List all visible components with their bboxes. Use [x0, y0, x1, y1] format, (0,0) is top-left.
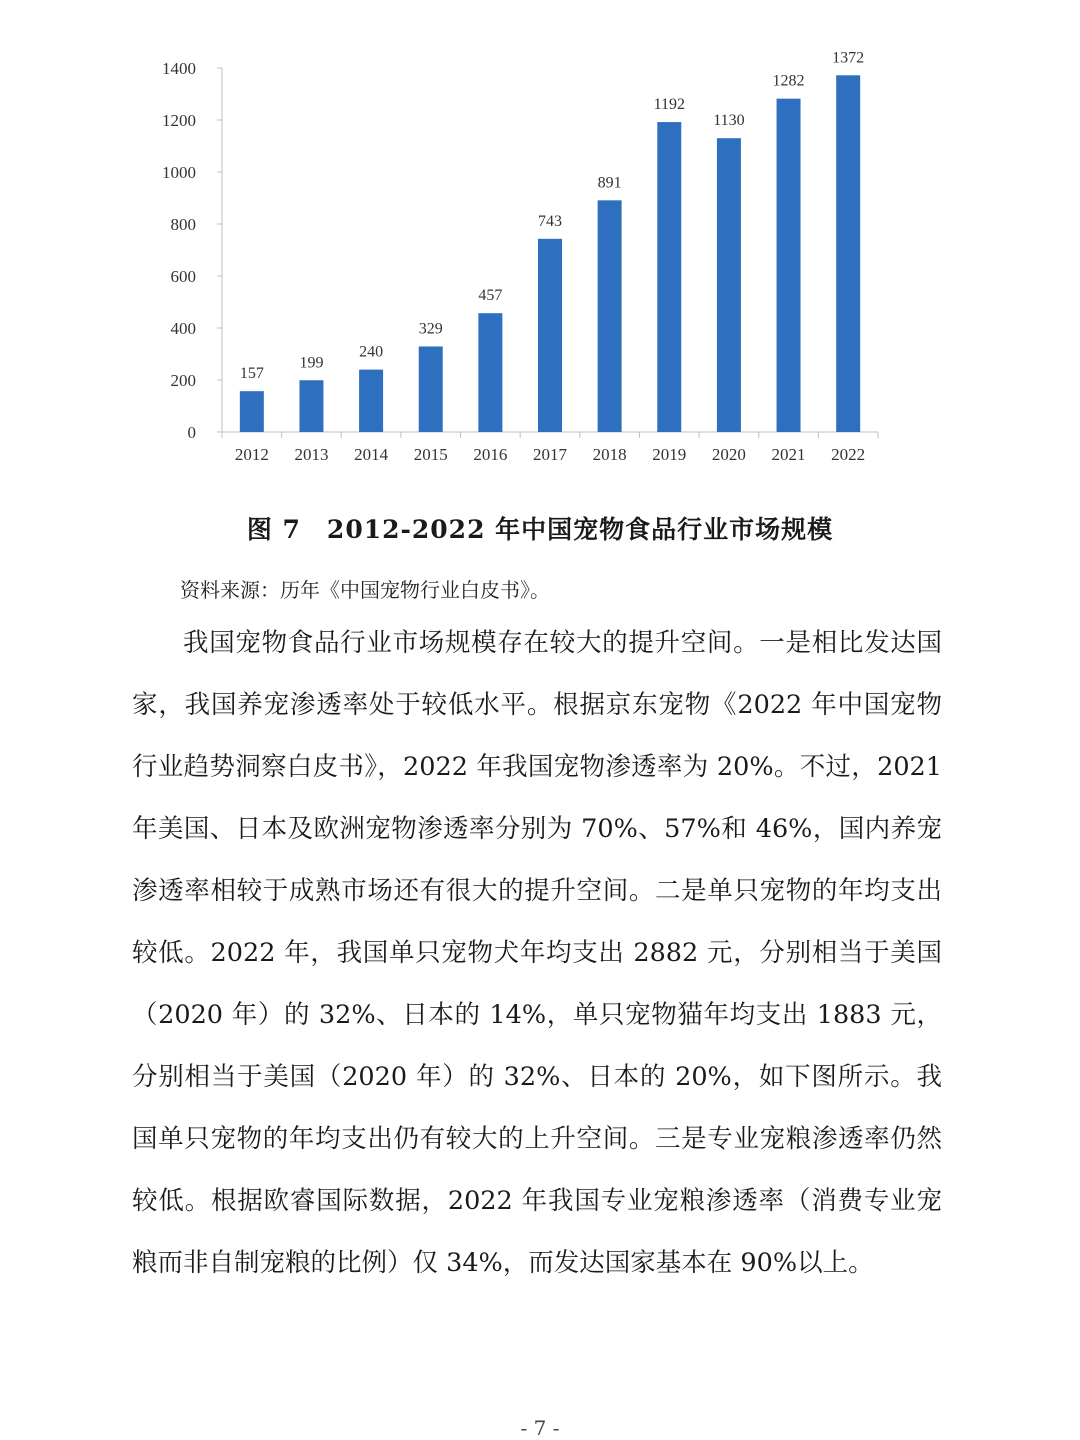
- value-label-2020: 1130: [713, 112, 745, 130]
- y-tick-label: 400: [170, 319, 196, 338]
- value-label-2018: 891: [597, 174, 622, 192]
- y-tick-label: 1200: [162, 111, 196, 130]
- y-tick-label: 0: [187, 423, 196, 442]
- bar-2016: [478, 313, 502, 432]
- value-label-2016: 457: [478, 287, 503, 305]
- value-label-2012: 157: [239, 365, 264, 383]
- market-size-chart: [0, 0, 1080, 480]
- value-label-2021: 1282: [772, 72, 805, 90]
- y-tick-label: 1400: [162, 59, 196, 78]
- bar-2012: [240, 391, 264, 432]
- bar-2018: [598, 200, 622, 432]
- bar-2019: [657, 122, 681, 432]
- figure-source: 资料来源：历年《中国宠物行业白皮书》。: [180, 578, 550, 602]
- bar-2014: [359, 370, 383, 432]
- bar-2013: [299, 380, 323, 432]
- value-label-2022: 1372: [832, 49, 865, 67]
- value-label-2019: 1192: [653, 96, 685, 114]
- bar-2021: [777, 99, 801, 432]
- x-tick-label-2018: 2018: [592, 445, 627, 464]
- figure-caption: 图 7 2012-2022 年中国宠物食品行业市场规模: [246, 515, 834, 544]
- y-tick-label: 600: [170, 267, 196, 286]
- x-tick-label-2015: 2015: [413, 445, 448, 464]
- value-label-2013: 199: [299, 354, 324, 372]
- y-tick-label: 800: [170, 215, 196, 234]
- x-tick-label-2014: 2014: [354, 445, 389, 464]
- x-tick-label-2019: 2019: [652, 445, 687, 464]
- bar-2015: [419, 346, 443, 432]
- value-label-2014: 240: [359, 343, 384, 361]
- x-tick-label-2017: 2017: [533, 445, 567, 464]
- bar-chart-svg: [0, 0, 1080, 480]
- x-tick-label-2020: 2020: [711, 445, 746, 464]
- value-label-2015: 329: [418, 320, 443, 338]
- x-tick-label-2012: 2012: [234, 445, 269, 464]
- y-tick-label: 1000: [162, 163, 196, 182]
- bar-2022: [836, 75, 860, 432]
- value-label-2017: 743: [538, 212, 562, 230]
- x-tick-label-2021: 2021: [771, 445, 806, 464]
- page-number: - 7 -: [520, 1416, 560, 1440]
- bar-2017: [538, 239, 562, 432]
- bar-2020: [717, 138, 741, 432]
- x-tick-label-2013: 2013: [294, 445, 329, 464]
- x-tick-label-2022: 2022: [831, 445, 866, 464]
- body-paragraph: 我国宠物食品行业市场规模存在较大的提升空间。一是相比发达国家，我国养宠渗透率处于较低水平。根据京东宠物《2022 年中国宠物行业趋势洞察白皮书》，2022 年我国宠物渗透率为 20%。不过，2021 年美国、日本及欧洲宠物渗透率分别为 70%、57%和 46%，国内养宠渗透率相较于成熟市场还有很大的提升空间。二是单只宠物的年均支出较低。2022 年，我国单只宠物犬年均支出 2882 元，分别相当于美国（2020 年）的 32%、日本的 14%，单只宠物猫年均支出 1883 元，分别相当于美国（2020 年）的 32%、日本的 20%，如下图所示。我国单只宠物的年均支出仍有较大的上升空间。三是专业宠粮渗透率仍然较低。根据欧睿国际数据，2022 年我国专业宠粮渗透率（消费专业宠粮而非自制宠粮的比例）仅 34%，而发达国家基本在 90%以上。: [132, 628, 942, 1278]
- x-tick-label-2016: 2016: [473, 445, 508, 464]
- y-tick-label: 200: [170, 371, 196, 390]
